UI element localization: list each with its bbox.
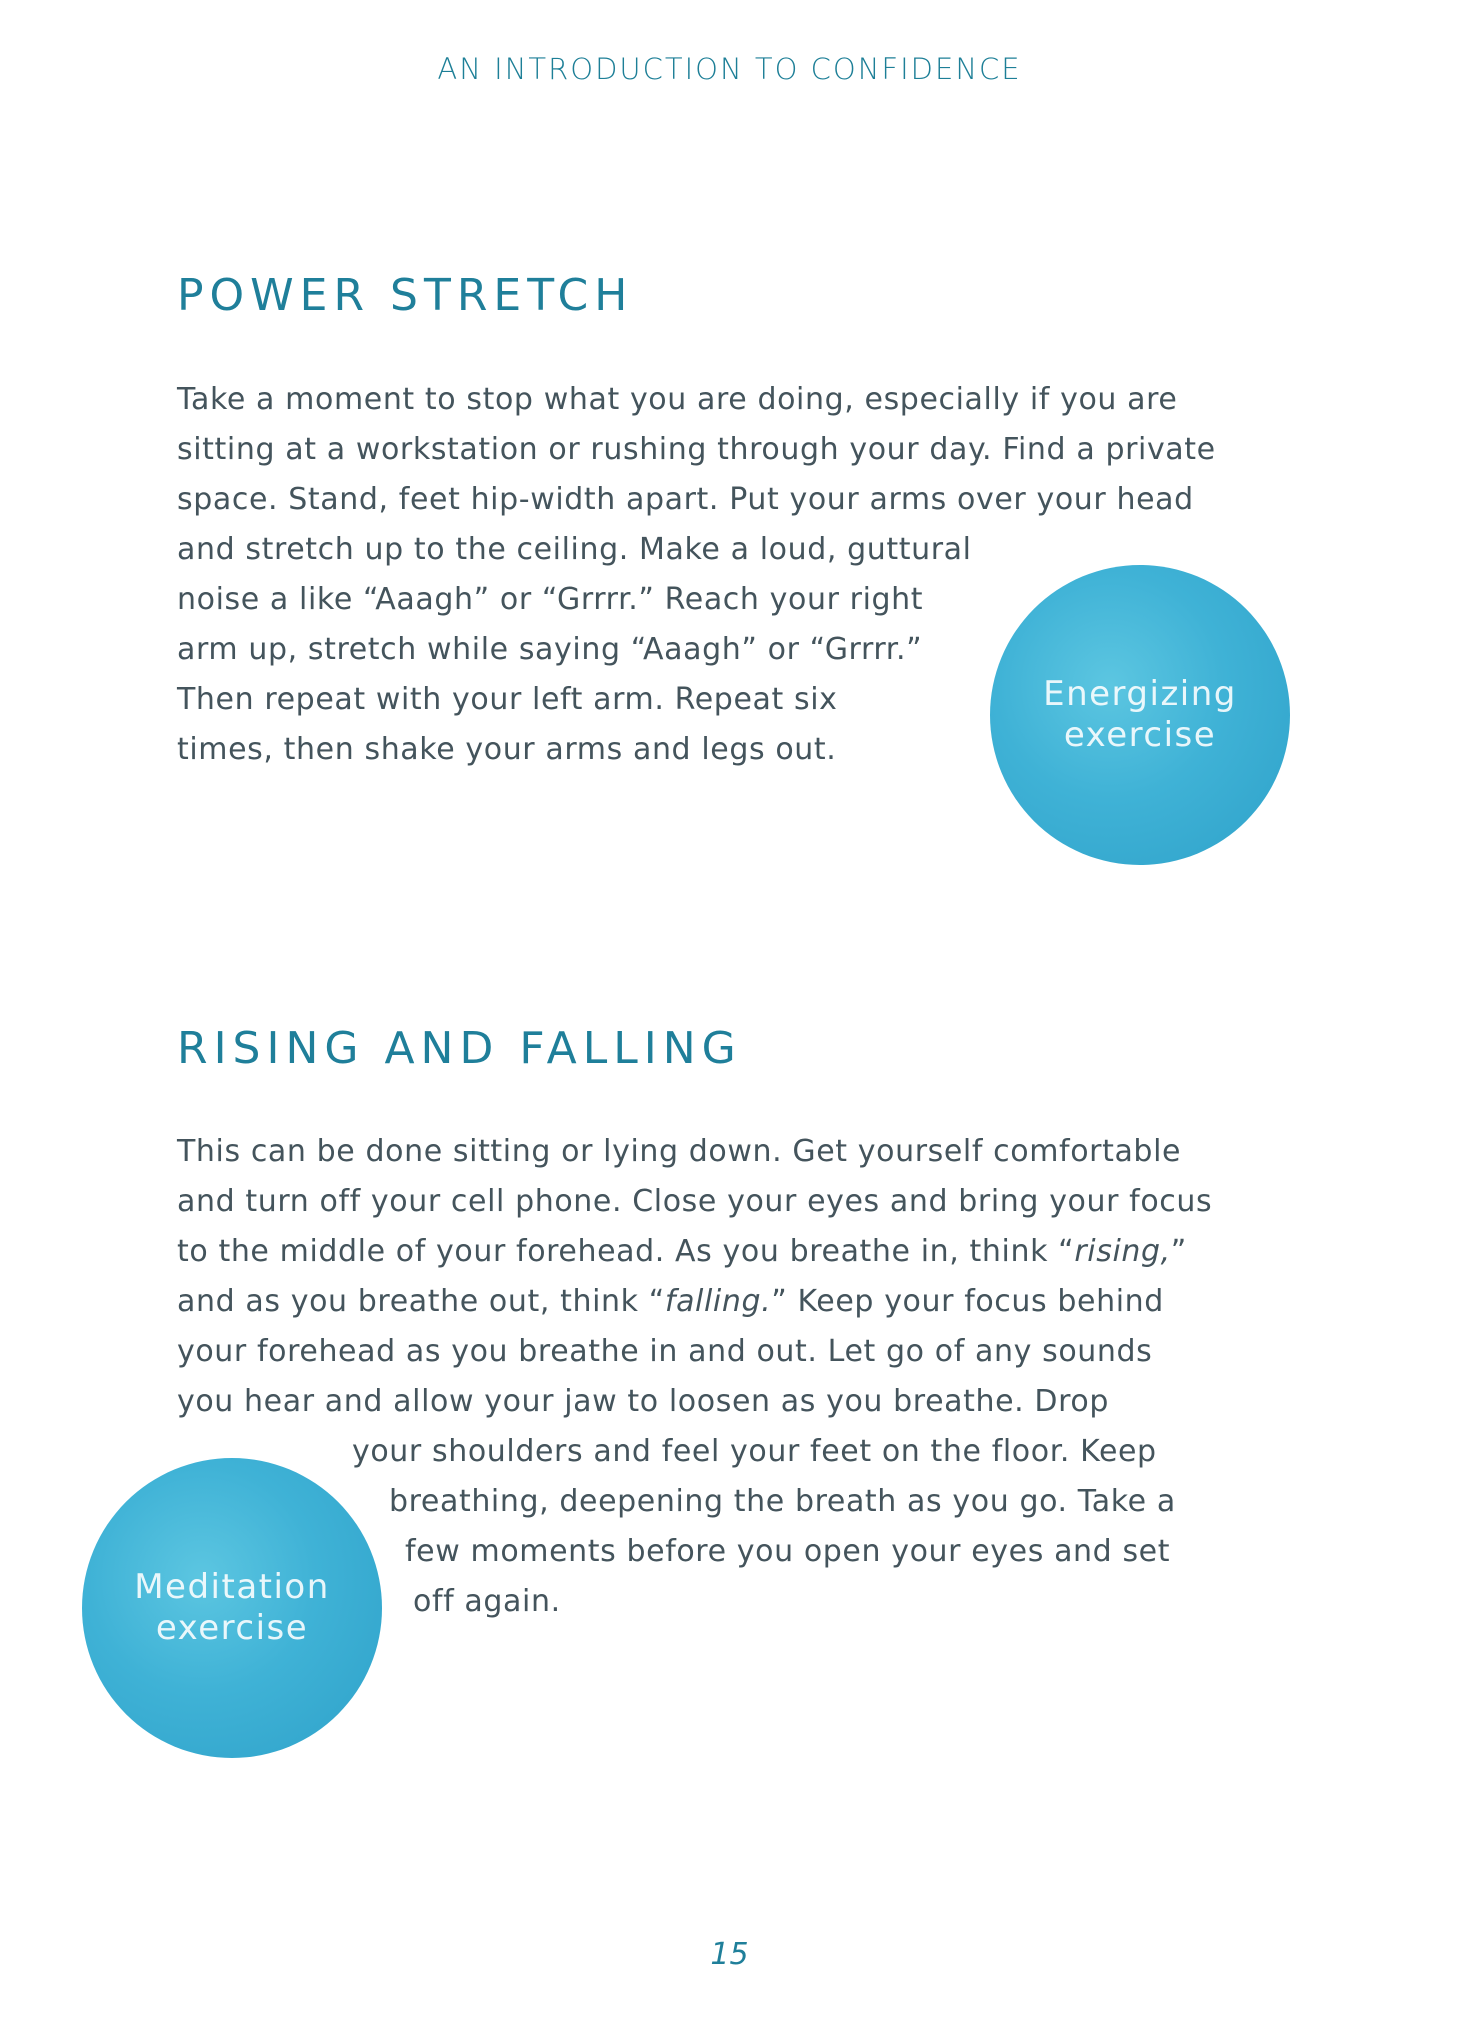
body-line: sitting at a workstation or rushing through your day. Find a private xyxy=(177,432,1216,467)
body-line: Take a moment to stop what you are doing, especially if you are xyxy=(177,382,1178,417)
body-line: Then repeat with your left arm. Repeat six xyxy=(177,682,838,717)
emphasis-rising: rising, xyxy=(1074,1234,1171,1269)
body-text: ” xyxy=(1170,1234,1187,1269)
section-title-rising-and-falling: RISING AND FALLING xyxy=(177,1023,742,1074)
section-title-power-stretch: POWER STRETCH xyxy=(177,270,634,321)
energizing-exercise-badge xyxy=(990,565,1290,865)
body-line: noise a like “Aaagh” or “Grrrr.” Reach your right xyxy=(177,582,924,617)
body-text: and as you breathe out, think “ xyxy=(177,1284,665,1319)
body-line: space. Stand, feet hip-width apart. Put your arms over your head xyxy=(177,482,1194,517)
body-line: off again. xyxy=(413,1584,561,1619)
body-text: to the middle of your forehead. As you breathe in, think “ xyxy=(177,1234,1075,1269)
body-line: breathing, deepening the breath as you go. Take a xyxy=(389,1484,1176,1519)
running-head: AN INTRODUCTION TO CONFIDENCE xyxy=(437,52,1022,86)
body-line: and stretch up to the ceiling. Make a loud, guttural xyxy=(177,532,972,567)
badge-label-line1: Energizing xyxy=(1043,674,1237,715)
emphasis-falling: falling. xyxy=(664,1284,772,1319)
body-line: and turn off your cell phone. Close your eyes and bring your focus xyxy=(177,1184,1213,1219)
body-line: your shoulders and feel your feet on the floor. Keep xyxy=(352,1434,1157,1469)
body-line: your forehead as you breathe in and out. Let go of any sounds xyxy=(177,1334,1153,1369)
badge-label-line2: exercise xyxy=(1063,715,1217,755)
body-line: times, then shake your arms and legs out. xyxy=(177,732,837,767)
body-line: you hear and allow your jaw to loosen as you breathe. Drop xyxy=(177,1384,1110,1419)
badge-label-line2: exercise xyxy=(155,1608,309,1648)
badge-label-line1: Meditation xyxy=(134,1567,330,1608)
body-line xyxy=(177,1234,1187,1269)
body-line xyxy=(177,1284,1164,1319)
meditation-exercise-badge xyxy=(82,1458,382,1758)
body-line: This can be done sitting or lying down. Get yourself comfortable xyxy=(177,1134,1182,1169)
page-number: 15 xyxy=(710,1937,749,1972)
body-text: ” Keep your focus behind xyxy=(771,1284,1164,1319)
body-line: arm up, stretch while saying “Aaagh” or “Grrrr.” xyxy=(177,632,923,667)
body-line: few moments before you open your eyes and set xyxy=(405,1534,1171,1569)
